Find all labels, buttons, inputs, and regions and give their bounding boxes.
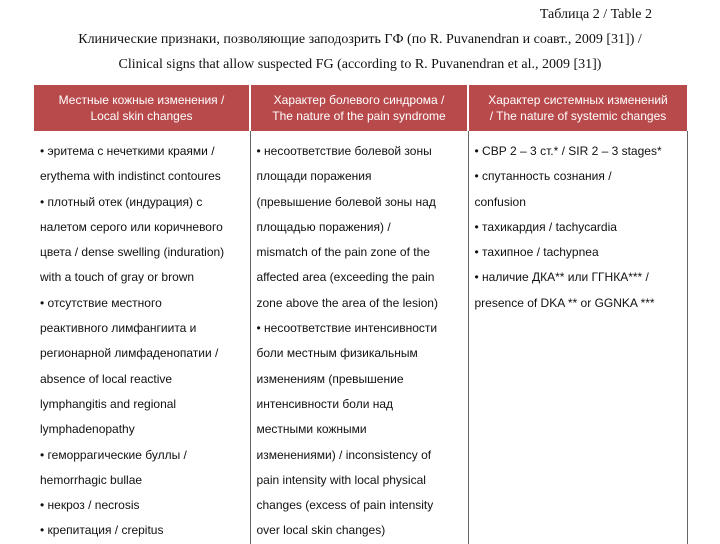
cell-line: площадью поражения) /	[256, 219, 391, 234]
cell-line: • плотный отек (индурация) с	[40, 194, 203, 209]
header-systemic-changes	[468, 85, 687, 131]
cell-line: (превышение болевой зоны над	[256, 194, 436, 209]
cell-line: налетом серого или коричневого	[40, 219, 223, 234]
cell-line: боли местным физикальным	[256, 346, 418, 361]
cell-line: регионарной лимфаденопатии /	[40, 346, 219, 361]
table-label: Таблица 2 / Table 2	[539, 7, 652, 22]
cell-line: • несоответствие болевой зоны	[256, 144, 432, 158]
column-systemic-changes	[468, 131, 687, 544]
table-header-row	[34, 85, 687, 131]
cell-line: • крепитация / crepitus	[40, 523, 164, 538]
cell-line: erythema with indistinct contoures	[40, 169, 221, 184]
column-local-skin-changes	[34, 131, 250, 544]
table-caption-ru: Клинические признаки, позволяющие заподозрить ГФ (по R. Puvanendran и соавт., 2009 [31]) /	[78, 32, 642, 47]
clinical-signs-table	[34, 85, 688, 544]
cell-line: • СВР 2 – 3 ст.* / SIR 2 – 3 stages*	[474, 144, 662, 158]
cell-line: • некроз / necrosis	[40, 498, 140, 513]
cell-line: • отсутствие местного	[40, 295, 162, 310]
cell-line: with a touch of gray or brown	[40, 270, 195, 285]
cell-line: изменениями) / inconsistency of	[256, 447, 432, 462]
header-ru: Местные кожные изменения /	[58, 93, 225, 107]
cell-line: mismatch of the pain zone of the	[256, 245, 430, 260]
header-ru: Характер болевого синдрома /	[273, 93, 445, 107]
cell-line: реактивного лимфангиита и	[40, 321, 197, 336]
cell-line: местными кожными	[256, 422, 367, 437]
cell-line: absence of local reactive	[40, 371, 173, 386]
cell-line: • геморрагические буллы /	[40, 447, 187, 462]
header-en: The nature of the pain syndrome	[272, 109, 446, 123]
cell-line: confusion	[474, 194, 526, 209]
cell-line: • несоответствие интенсивности	[256, 321, 438, 336]
cell-line: • наличие ДКА** или ГГНКА*** /	[474, 270, 649, 285]
cell-line: zone above the area of the lesion)	[256, 295, 438, 310]
cell-line: presence of DKA ** or GGNKA ***	[474, 295, 655, 310]
cell-line: интенсивности боли над	[256, 396, 394, 411]
cell-line: changes (excess of pain intensity	[256, 498, 434, 513]
header-ru: Характер системных изменений	[488, 93, 668, 107]
cell-line: affected area (exceeding the pain	[256, 270, 435, 285]
header-en: Local skin changes	[90, 109, 193, 123]
table-caption-en: Clinical signs that allow suspected FG (according to R. Puvanendran et al., 2009 [31])	[118, 57, 602, 72]
cell-line: изменениям (превышение	[256, 371, 404, 386]
cell-line: hemorrhagic bullae	[40, 472, 143, 487]
cell-line: • тахипное / tachypnea	[474, 245, 599, 260]
table-body-row	[34, 131, 687, 544]
cell-line: • спутанность сознания /	[474, 169, 612, 184]
cell-line: • эритема с нечеткими краями /	[40, 144, 215, 158]
cell-line: lymphangitis and regional	[40, 396, 177, 411]
column-pain-syndrome	[250, 131, 468, 544]
cell-line: over local skin changes)	[256, 523, 386, 538]
cell-line: • тахикардия / tachycardia	[474, 219, 617, 234]
cell-line: lymphadenopathy	[40, 422, 135, 437]
header-local-skin-changes	[34, 85, 250, 131]
cell-line: площади поражения	[256, 169, 372, 184]
header-pain-syndrome	[250, 85, 468, 131]
header-en: / The nature of systemic changes	[489, 109, 667, 123]
cell-line: pain intensity with local physical	[256, 472, 426, 487]
cell-line: цвета / dense swelling (induration)	[40, 245, 225, 260]
